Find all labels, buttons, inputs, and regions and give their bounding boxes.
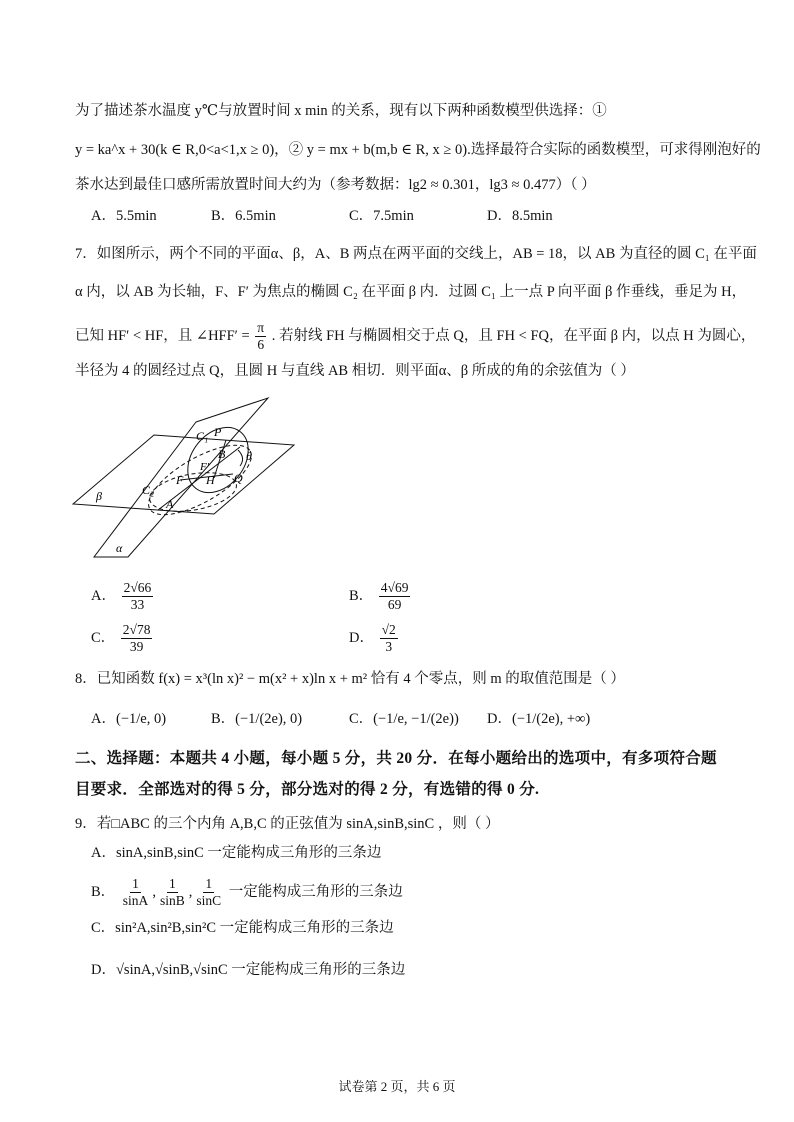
q9-option-b: B． $\frac{1}{\sin A}$ , $\frac{1}{\sin B}$ , $\frac{1}{\sin C}$ 一定能构成三角形的三条边 (91, 876, 403, 908)
q9-option-c: C．sin²A,sin²B,sin²C 一定能构成三角形的三条边 (91, 920, 394, 936)
q8-option-a (91, 709, 166, 729)
label-p: P (214, 425, 222, 439)
plane-beta (73, 435, 294, 514)
q9-frac-a-den: sinA (122, 893, 149, 908)
q7-option-b-letter: B． (349, 587, 374, 604)
q8-stem: 8．已知函数 f(x) = x³(ln x)² − m(x² + x)ln x + m² 恰有 4 个零点，则 m 的取值范围是（ ） (75, 671, 625, 687)
q6-line2: y = ka^x + 30(k ∈ R,0<a<1,x ≥ 0)，② y = mx + b(m,b ∈ R, x ≥ 0).选择最符合实际的函数模型，可求得刚泡好的 (75, 142, 761, 158)
label-a: A (166, 497, 174, 511)
q9-frac-b-num: 1 (168, 876, 176, 891)
page-footer: 试卷第 2 页，共 6 页 (338, 1079, 456, 1094)
q9-option-b-frac-c (194, 876, 223, 909)
q7-line4: 半径为 4 的圆经过点 Q，且圆 H 与直线 AB 相切．则平面α、β 所成的角的余弦值为（ ） (75, 363, 635, 379)
q7-line3-text-a: 已知 HF′ < HF，且 ∠HFF′ = (75, 327, 250, 344)
q9-option-b-tail: 一定能构成三角形的三条边 (228, 883, 403, 900)
ellipse-c2 (139, 432, 261, 528)
label-b: B (218, 447, 226, 461)
q9-stem: 9．若□ABC 的三个内角 A,B,C 的正弦值为 sinA,sinB,sinC ，则（ ） (75, 816, 500, 832)
q9-option-a: A．sinA,sinB,sinC 一定能构成三角形的三条边 (91, 845, 382, 861)
q6-option-a: A．5.5min (91, 208, 157, 224)
q7-angle-fraction (255, 320, 266, 353)
q7-option-a-num: 2√66 (123, 580, 152, 595)
q7-option-c-letter: C． (91, 629, 116, 646)
q7-option-b-fraction (379, 580, 411, 613)
q7-option-c (91, 622, 154, 655)
q6-option-c: C．7.5min (349, 208, 414, 224)
q7-option-c-fraction (121, 622, 153, 655)
q8-option-c-letter: C． (349, 711, 374, 727)
q7-option-b-num: 4√69 (380, 580, 409, 595)
q6-option-d: D．8.5min (487, 208, 553, 224)
q8-option-d-letter: D． (487, 711, 512, 727)
q8-option-b-text: (−1/(2e), 0) (235, 711, 303, 727)
q8-option-d (487, 709, 590, 729)
q7-option-a-fraction (122, 580, 154, 613)
q8-option-b (211, 709, 302, 729)
q9-frac-c-den: sinC (196, 893, 222, 908)
q7-option-c-den: 39 (129, 639, 144, 654)
q7-option-a-letter: A． (91, 587, 116, 604)
q7-option-d-letter: D． (349, 629, 374, 646)
q7-line2: α 内，以 AB 为长轴，F、F′ 为焦点的椭圆 C₂ 在平面 β 内．过圆 C₁ 上一点 P 向平面 β 作垂线，垂足为 H， (75, 284, 747, 300)
q9-frac-a-num: 1 (132, 876, 139, 891)
q7-option-d-den: 3 (385, 639, 393, 654)
q7-angle-numerator: π (257, 320, 265, 335)
q9-option-b-frac-a (121, 876, 151, 909)
q9-option-b-letter: B． (91, 883, 116, 900)
section2-heading-line2: 目要求．全部选对的得 5 分，部分选对的得 2 分，有选错的得 0 分. (75, 781, 540, 798)
q8-option-a-text: (−1/e, 0) (115, 711, 167, 727)
q7-line1: 7．如图所示，两个不同的平面α、β，A、B 两点在两平面的交线上，AB = 18，以 AB 为直径的圆 C₁ 在平面 (75, 246, 757, 262)
q6-option-b: B．6.5min (211, 208, 276, 224)
q7-line3-text-b: . 若射线 FH 与椭圆相交于点 Q，且 FH < FQ，在平面 β 内，以点 H 为圆心， (271, 327, 756, 344)
label-h: H (206, 473, 215, 487)
q9-frac-c-num: 1 (205, 876, 213, 891)
q7-option-b-den: 69 (387, 597, 402, 612)
q7-option-c-num: 2√78 (122, 622, 151, 637)
q6-line1: 为了描述茶水温度 y℃与放置时间 x min 的关系，现有以下两种函数模型供选择：① (75, 103, 607, 119)
section2-heading-line1: 二、选择题：本题共 4 小题，每小题 5 分，共 20 分．在每小题给出的选项中，有多项符合题 (75, 750, 717, 767)
q7-angle-denominator: 6 (257, 337, 265, 352)
q7-option-a (91, 580, 155, 613)
q8-option-c (349, 709, 459, 729)
label-f: F (176, 473, 184, 487)
q7-line3 (75, 320, 755, 353)
angle-theta-arc (238, 450, 243, 466)
q8-option-b-letter: B． (211, 711, 236, 727)
label-f-prime: F′ (200, 461, 210, 473)
q7-geometry-figure (68, 392, 308, 567)
q6-line3: 茶水达到最佳口感所需放置时间大约为（参考数据：lg2 ≈ 0.301，lg3 ≈ 0.477）（ ） (75, 177, 596, 193)
q9-option-b-frac-b (158, 876, 187, 909)
q9-frac-b-den: sinB (159, 893, 185, 908)
q7-option-d-num: √2 (381, 622, 396, 637)
label-c2: C₂ (142, 483, 155, 497)
q7-option-b (349, 580, 412, 613)
label-beta: β (96, 489, 102, 503)
q7-option-a-den: 33 (130, 597, 145, 612)
q8-option-c-text: (−1/e, −1/(2e)) (373, 711, 459, 727)
q9-option-d: D．√sinA,√sinB,√sinC 一定能构成三角形的三条边 (91, 962, 406, 978)
label-c1: C₁ (196, 429, 209, 443)
q8-option-a-letter: A． (91, 711, 116, 727)
label-alpha: α (116, 541, 123, 555)
q7-option-d-fraction (380, 622, 398, 655)
q7-option-d (349, 622, 400, 655)
label-theta: θ (246, 449, 252, 463)
q8-option-d-text: (−1/(2e), +∞) (511, 711, 591, 727)
label-q: Q (234, 471, 243, 485)
